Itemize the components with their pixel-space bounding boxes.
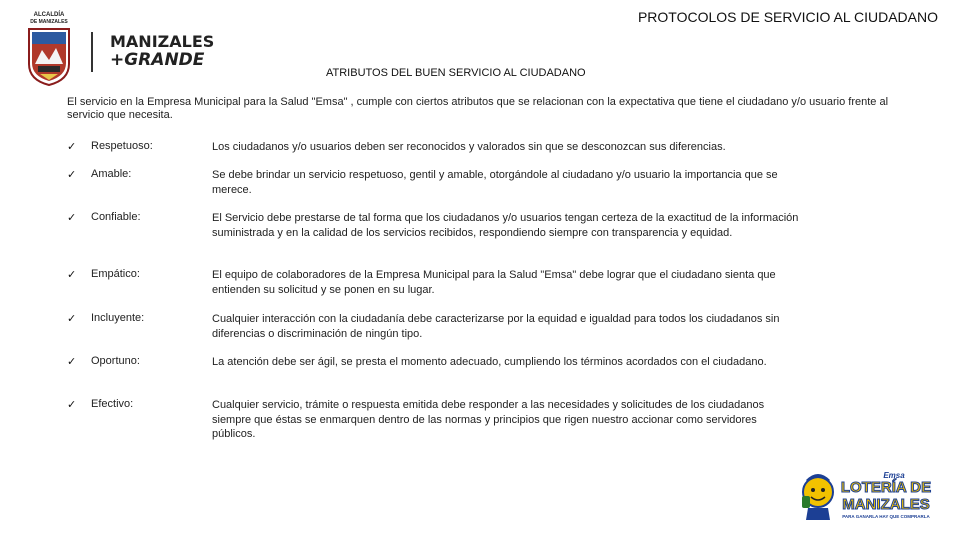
checkmark-icon: ✓ [67, 356, 77, 368]
alcaldia-sublabel: DE MANIZALES [30, 19, 68, 25]
loteria-manizales-logo [798, 462, 938, 524]
checkmark-icon: ✓ [67, 212, 77, 224]
attribute-name: Confiable: [91, 211, 141, 223]
manizales-logo-line1: MANIZALES [110, 32, 215, 51]
attribute-name: Amable: [91, 168, 132, 180]
attribute-description: El Servicio debe prestarse de tal forma que los ciudadanos y/o usuarios tengan certeza de la exactitud de la información suministrada y en la calidad de los servicios recibidos, respondiendo siempre con transparencia y equidad. [212, 212, 799, 239]
checkmark-icon: ✓ [67, 399, 77, 411]
attribute-name: Oportuno: [91, 355, 140, 367]
checkmark-icon: ✓ [67, 141, 77, 153]
page-title: PROTOCOLOS DE SERVICIO AL CIUDADANO [637, 9, 938, 25]
attribute-description: Se debe brindar un servicio respetuoso, gentil y amable, otorgándole al ciudadano y/o usuario la importancia que se merece. [212, 169, 778, 196]
attribute-description: Cualquier interacción con la ciudadanía debe caracterizarse por la equidad e igualdad para todos los ciudadanos sin diferencias o discriminación de ningún tipo. [212, 313, 780, 340]
emsa-small-label: Emsa [883, 471, 905, 480]
attribute-description: La atención debe ser ágil, se presta el momento adecuado, cumpliendo los términos acordados con el ciudadano. [212, 356, 767, 368]
attribute-name: Empático: [91, 268, 140, 280]
alcaldia-label: ALCALDÍA [33, 12, 65, 18]
logo-divider [91, 32, 93, 72]
checkmark-icon: ✓ [67, 269, 77, 281]
loteria-logo-line2: MANIZALES [842, 496, 930, 513]
manizales-mas-grande-logo [110, 32, 214, 70]
attribute-description: Cualquier servicio, trámite o respuesta emitida debe responder a las necesidades y solicitudes de los ciudadanos siempre que éstas se enmarquen dentro de las normas y principios que rigen nuestro accionar como servidores públicos. [212, 399, 765, 440]
attribute-description: Los ciudadanos y/o usuarios deben ser reconocidos y valorados sin que se desconozcan sus diferencias. [212, 141, 726, 153]
loteria-tagline: PARA GANARLA HAY QUE COMPRARLA [842, 514, 930, 519]
attribute-name: Respetuoso: [91, 140, 153, 152]
checkmark-icon: ✓ [67, 169, 77, 181]
manizales-logo-line2: +GRANDE [110, 50, 205, 70]
attribute-name: Incluyente: [91, 312, 145, 324]
attribute-name: Efectivo: [91, 398, 134, 410]
loteria-logo-line1: LOTERÍA DE [840, 479, 932, 496]
shield-icon [28, 28, 70, 86]
attribute-description: El equipo de colaboradores de la Empresa Municipal para la Salud "Emsa" debe lograr que el ciudadano sienta que entienden su solicitud y se ponen en su lugar. [212, 269, 776, 296]
alcaldia-crest-logo [24, 12, 74, 86]
checkmark-icon: ✓ [67, 313, 77, 325]
section-title: ATRIBUTOS DEL BUEN SERVICIO AL CIUDADANO [326, 67, 586, 79]
intro-paragraph: El servicio en la Empresa Municipal para la Salud "Emsa" , cumple con ciertos atributos que se relacionan con la expectativa que tiene el ciudadano y/o usuario frente al servicio que necesita. [67, 96, 889, 121]
